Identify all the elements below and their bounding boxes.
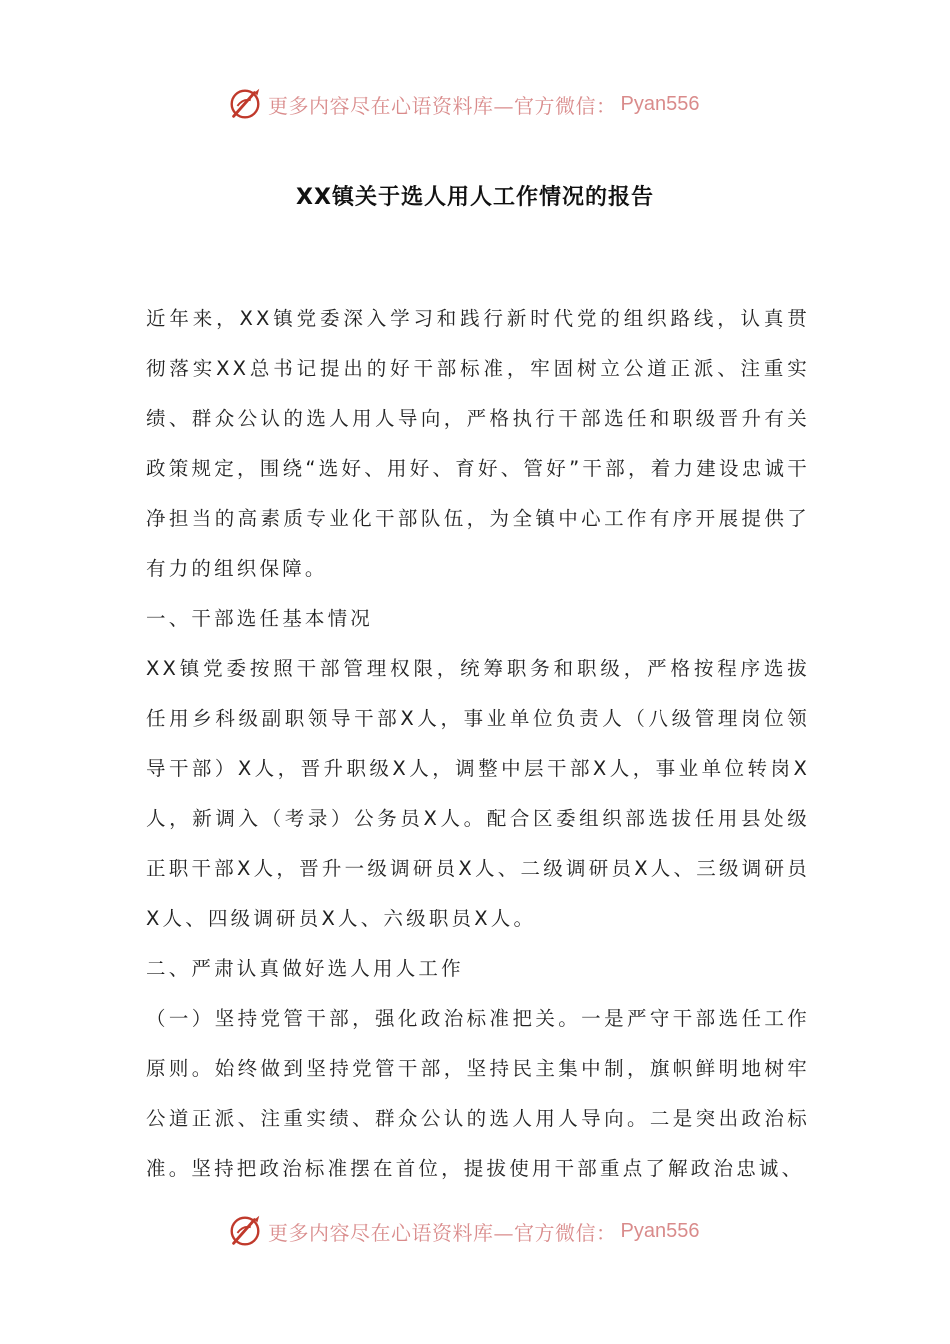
document-body [146, 294, 810, 1194]
banner-text: 更多内容尽在心语资料库—官方微信： [268, 1220, 617, 1245]
paragraph-intro: 近年来，XX镇党委深入学习和践行新时代党的组织路线，认真贯彻落实XX总书记提出的好干部标准，牢固树立公道正派、注重实绩、群众公认的选人用人导向，严格执行干部选任和职级晋升有关政策规定，围绕“选好、用好、育好、管好”干部，着力建设忠诚干净担当的高素质专业化干部队伍，为全镇中心工作有序开展提供了有力的组织保障。 [146, 307, 810, 580]
section-heading-1: 一、干部选任基本情况 [146, 607, 374, 630]
paragraph-section-2-1: （一）坚持党管干部，强化政治标准把关。一是严守干部选任工作原则。始终做到坚持党管干部，坚持民主集中制，旗帜鲜明地树牢公道正派、注重实绩、群众公认的选人用人导向。二是突出政治标准。坚持把政治标准摆在首位，提拔使用干部重点了解政治忠诚、 [146, 1007, 810, 1180]
pen-logo-icon [226, 85, 264, 123]
banner-text: 更多内容尽在心语资料库—官方微信： [268, 93, 617, 118]
header-watermark-banner [226, 84, 746, 124]
banner-wechat-id: Pyan556 [620, 92, 700, 115]
section-heading-2: 二、严肃认真做好选人用人工作 [146, 957, 464, 980]
paragraph-section-1: XX镇党委按照干部管理权限，统筹职务和职级，严格按程序选拔任用乡科级副职领导干部X人，事业单位负责人（八级管理岗位领导干部）X人，晋升职级X人，调整中层干部X人，事业单位转岗X人，新调入（考录）公务员X人。配合区委组织部选拔任用县处级正职干部X人，晋升一级调研员X人、二级调研员X人、三级调研员X人、四级调研员X人、六级职员X人。 [146, 657, 810, 930]
document-title: XX镇关于选人用人工作情况的报告 [296, 185, 654, 210]
pen-logo-icon [226, 1212, 264, 1250]
footer-watermark-banner [226, 1211, 746, 1251]
banner-wechat-id: Pyan556 [620, 1219, 700, 1242]
